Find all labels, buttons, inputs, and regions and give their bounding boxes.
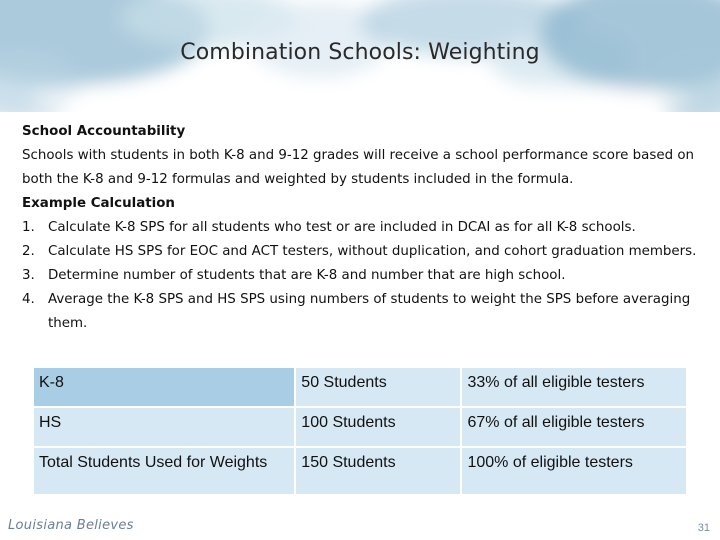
table-cell-share: 33% of all eligible testers bbox=[461, 367, 687, 407]
page-number: 31 bbox=[697, 522, 710, 534]
table-cell-students: 150 Students bbox=[295, 447, 461, 495]
step-text: Calculate HS SPS for EOC and ACT testers, without duplication, and cohort graduation members. bbox=[48, 244, 697, 259]
slide-body bbox=[22, 120, 702, 336]
step-text: Average the K-8 SPS and HS SPS using numbers of students to weight the SPS before averaging them. bbox=[48, 292, 691, 331]
example-heading: Example Calculation bbox=[22, 196, 175, 211]
table-cell-students: 50 Students bbox=[295, 367, 461, 407]
list-item bbox=[22, 216, 702, 240]
table-cell-group: K-8 bbox=[33, 367, 295, 407]
table-row bbox=[33, 447, 687, 495]
louisiana-believes-logo: Louisiana Believes bbox=[8, 518, 134, 533]
step-text: Calculate K-8 SPS for all students who test or are included in DCAI as for all K-8 schools. bbox=[48, 220, 636, 235]
steps-list bbox=[22, 216, 702, 336]
table-cell-share: 100% of eligible testers bbox=[461, 447, 687, 495]
step-number: 1. bbox=[22, 220, 35, 235]
step-text: Determine number of students that are K-8 and number that are high school. bbox=[48, 268, 566, 283]
table-cell-share: 67% of all eligible testers bbox=[461, 407, 687, 447]
step-number: 4. bbox=[22, 292, 35, 307]
table-row bbox=[33, 367, 687, 407]
weighting-table bbox=[32, 366, 688, 496]
table-cell-group: HS bbox=[33, 407, 295, 447]
table-row bbox=[33, 407, 687, 447]
step-number: 3. bbox=[22, 268, 35, 283]
list-item bbox=[22, 240, 702, 264]
section-heading: School Accountability bbox=[22, 124, 186, 139]
step-number: 2. bbox=[22, 244, 35, 259]
slide-title: Combination Schools: Weighting bbox=[180, 40, 540, 65]
list-item bbox=[22, 288, 702, 336]
table-cell-students: 100 Students bbox=[295, 407, 461, 447]
table-cell-group: Total Students Used for Weights bbox=[33, 447, 295, 495]
intro-paragraph: Schools with students in both K-8 and 9-12 grades will receive a school performance score based on both the K-8 and 9-12 formulas and weighted by students included in the formula. bbox=[22, 148, 695, 187]
list-item bbox=[22, 264, 702, 288]
